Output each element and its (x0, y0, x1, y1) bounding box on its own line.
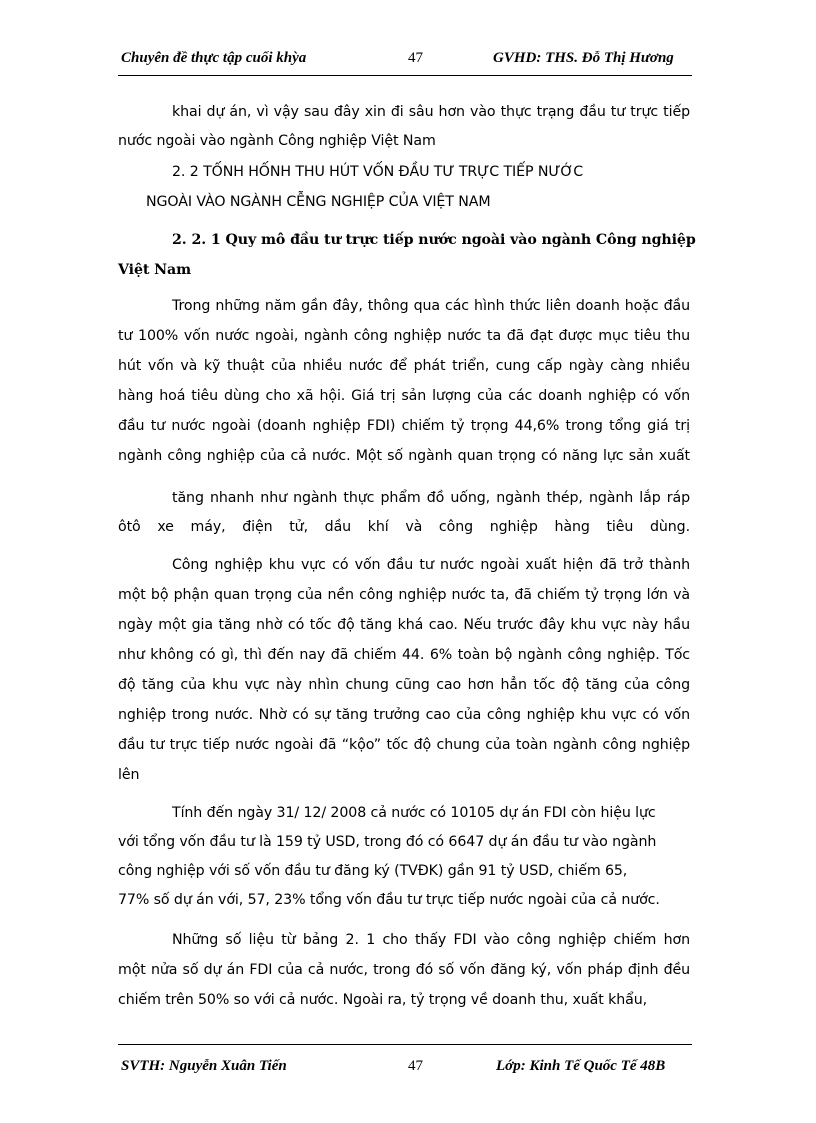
paragraph-line: Trong những năm gần đây, thông qua các hình thức liên doanh hoặc đầu (172, 298, 690, 314)
paragraph-line: đầu tư nước ngoài (doanh nghiệp FDI) chiếm tỷ trọng 44,6% trong tổng giá trị (118, 418, 690, 434)
footer-left: SVTH: Nguyễn Xuân Tiến (121, 1058, 287, 1074)
paragraph-line: Những số liệu từ bảng 2. 1 cho thấy FDI vào công nghiệp chiếm hơn (172, 932, 690, 948)
paragraph-line: ngành công nghiệp của cả nước. Một số ngành quan trọng có năng lực sản xuất (118, 448, 690, 464)
header-rule (118, 75, 692, 76)
paragraph-line: nghiệp trong nước. Nhờ có sự tăng trưởng cao của công nghiệp khu vực có vốn (118, 707, 690, 723)
paragraph-line: công nghiệp với số vốn đầu tư đăng ký (TVĐK) gần 91 tỷ USD, chiếm 65, (118, 863, 628, 879)
paragraph-line: chiếm trên 50% so với cả nước. Ngoài ra, tỷ trọng về doanh thu, xuất khẩu, (118, 992, 648, 1008)
paragraph-line: như không có gì, thì đến nay đã chiếm 44. 6% toàn bộ ngành công nghiệp. Tốc (118, 647, 690, 663)
paragraph-line: tăng nhanh như ngành thực phẩm đồ uống, ngành thép, ngành lắp ráp (172, 490, 690, 506)
header-page-number: 47 (408, 50, 423, 66)
subsection-heading: Việt Nam (118, 262, 192, 278)
paragraph-line: tư 100% vốn nước ngoài, ngành công nghiệp nước ta đã đạt được mục tiêu thu (118, 328, 690, 344)
paragraph-line: với tổng vốn đầu tư là 159 tỷ USD, trong đó có 6647 dự án đầu tư vào ngành (118, 834, 657, 850)
footer-page-number: 47 (408, 1058, 423, 1074)
intro-line: khai dự án, vì vậy sau đây xin đi sâu hơn vào thực trạng đầu tư trực tiếp (172, 104, 690, 120)
paragraph-line: lên (118, 767, 140, 783)
paragraph-line: độ tăng của khu vực này nhìn chung cũng cao hơn hẳn tốc độ tăng của công (118, 677, 690, 693)
paragraph-line: Công nghiệp khu vực có vốn đầu tư nước ngoài xuất hiện đã trở thành (172, 557, 690, 573)
section-heading: NGOÀI VÀO NGÀNH CỄNG NGHIỆP CỦA VIỆT NAM (146, 194, 491, 210)
paragraph-line: Tính đến ngày 31/ 12/ 2008 cả nước có 10105 dự án FDI còn hiệu lực (172, 805, 656, 821)
paragraph-line: hút vốn và kỹ thuật của nhiều nước để phát triển, cung cấp ngày càng nhiều (118, 358, 690, 374)
intro-line: nước ngoài vào ngành Công nghiệp Việt Nam (118, 133, 436, 149)
section-heading: 2. 2 TỐNH HỐNH THU HÚT VỐN ĐẦU TƯ TRỰC TIẾP NƯỚC (172, 164, 584, 180)
header-right: GVHD: THS. Đỗ Thị Hương (493, 50, 674, 66)
paragraph-line: một nửa số dự án FDI của cả nước, trong đó số vốn đăng ký, vốn pháp định đều (118, 962, 690, 978)
paragraph-line: ôtô xe máy, điện tử, dầu khí và công nghiệp hàng tiêu dùng. (118, 519, 690, 535)
paragraph-line: hàng hoá tiêu dùng cho xã hội. Giá trị sản lượng của các doanh nghiệp có vốn (118, 388, 690, 404)
subsection-heading: 2. 2. 1 Quy mô đầu tư trực tiếp nước ngoài vào ngành Công nghiệp (172, 232, 696, 248)
header-left: Chuyên đề thực tập cuối khỳa (121, 50, 307, 66)
paragraph-line: ngày một gia tăng nhờ có tốc độ tăng khá cao. Nếu trước đây khu vực này hầu (118, 617, 690, 633)
paragraph-line: một bộ phận quan trọng của nền công nghiệp nước ta, đã chiếm tỷ trọng lớn và (118, 587, 690, 603)
footer-rule (118, 1044, 692, 1045)
footer-right: Lớp: Kinh Tế Quốc Tế 48B (496, 1058, 666, 1074)
paragraph-line: đầu tư trực tiếp nước ngoài đã “kộo” tốc độ chung của toàn ngành công nghiệp (118, 737, 690, 753)
paragraph-line: 77% số dự án với, 57, 23% tổng vốn đầu tư trực tiếp nước ngoài của cả nước. (118, 892, 660, 908)
